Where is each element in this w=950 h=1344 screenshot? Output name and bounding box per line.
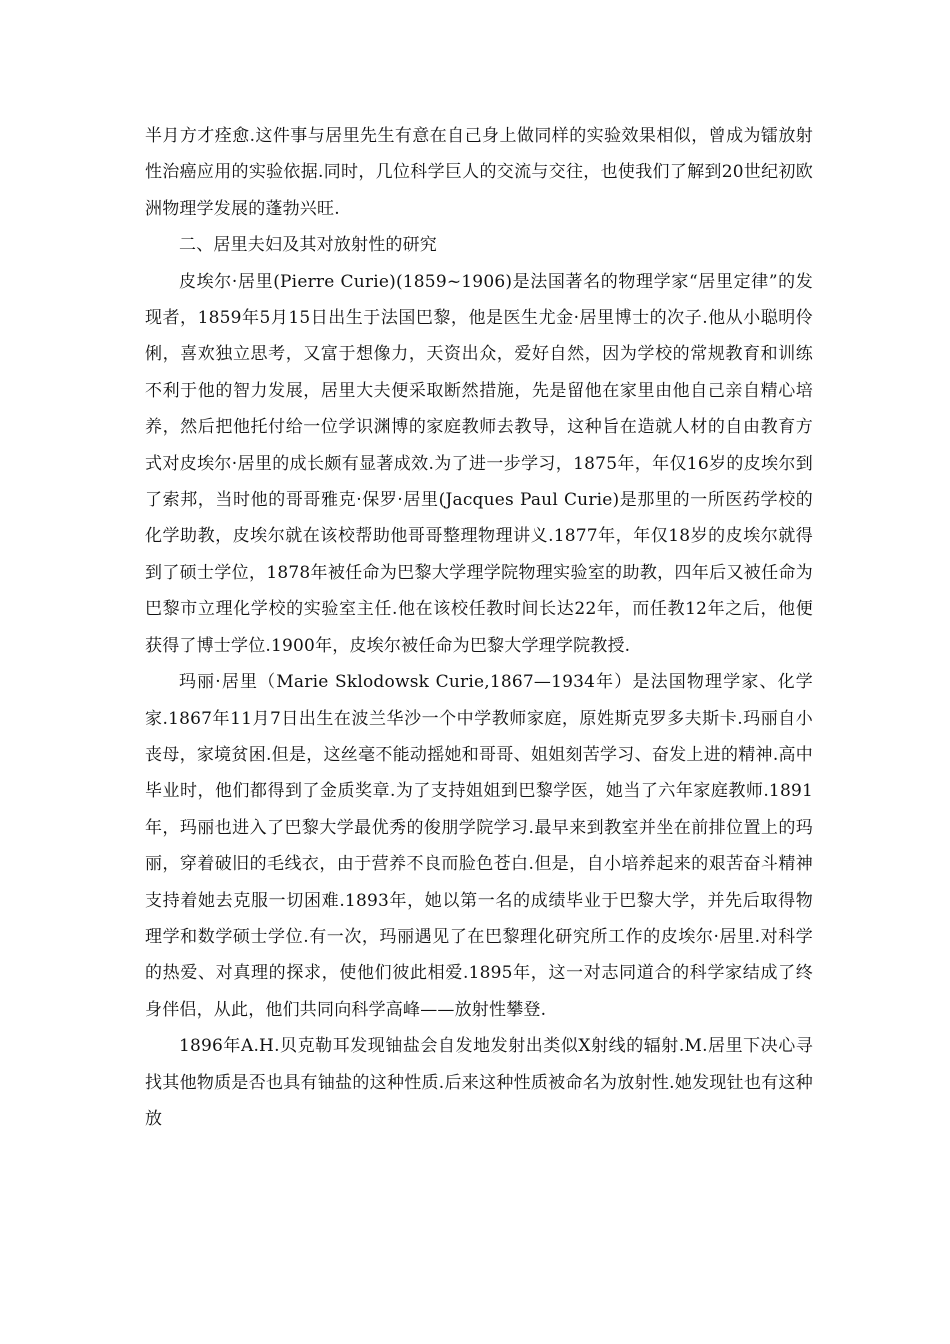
document-body — [145, 118, 813, 1137]
section-heading: 二、居里夫妇及其对放射性的研究 — [179, 235, 437, 256]
paragraph-pierre-curie: 皮埃尔·居里(Pierre Curie)(1859~1906)是法国著名的物理学家“居里定律”的发现者，1859年5月15日出生于法国巴黎，他是医生尤金·居里博士的次子.他从小聪明伶俐，喜欢独立思考，又富于想像力，天资出众，爱好自然，因为学校的常规教育和训练不利于他的智力发展，居里大夫便采取断然措施，先是留他在家里由他自己亲自精心培养，然后把他托付给一位学识渊博的家庭教师去教导，这种旨在造就人材的自由教育方式对皮埃尔·居里的成长颇有显著成效.为了进一步学习，1875年，年仅16岁的皮埃尔到了索邦，当时他的哥哥雅克·保罗·居里(Jacques Paul Curie)是那里的一所医药学校的化学助教，皮埃尔就在该校帮助他哥哥整理物理讲义.1877年，年仅18岁的皮埃尔就得到了硕士学位，1878年被任命为巴黎大学理学院物理实验室的助教，四年后又被任命为巴黎市立理化学校的实验室主任.他在该校任教时间长达22年，而任教12年之后，他便获得了博士学位.1900年，皮埃尔被任命为巴黎大学理学院教授. — [145, 271, 813, 656]
paragraph-marie-curie: 玛丽·居里（Marie Sklodowsk Curie,1867—1934年）是法国物理学家、化学家.1867年11月7日出生在波兰华沙一个中学教师家庭，原姓斯克罗多夫斯卡.玛丽自小丧母，家境贫困.但是，这丝毫不能动摇她和哥哥、姐姐刻苦学习、奋发上进的精神.高中毕业时，他们都得到了金质奖章.为了支持姐姐到巴黎学医，她当了六年家庭教师.1891年，玛丽也进入了巴黎大学最优秀的俊朋学院学习.最早来到教室并坐在前排位置上的玛丽，穿着破旧的毛线衣，由于营养不良而脸色苍白.但是，自小培养起来的艰苦奋斗精神支持着她去克服一切困难.1893年，她以第一名的成绩毕业于巴黎大学，并先后取得物理学和数学硕士学位.有一次，玛丽遇见了在巴黎理化研究所工作的皮埃尔·居里.对科学的热爱、对真理的探求，使他们彼此相爱.1895年，这一对志同道合的科学家结成了终身伴侣，从此，他们共同向科学高峰——放射性攀登. — [145, 672, 813, 1020]
paragraph-radioactivity: 1896年A.H.贝克勒耳发现铀盐会自发地发射出类似X射线的辐射.M.居里下决心寻找其他物质是否也具有铀盐的这种性质.后来这种性质被命名为放射性.她发现钍也有这种放 — [145, 1036, 813, 1129]
paragraph-continuation: 半月方才痊愈.这件事与居里先生有意在自己身上做同样的实验效果相似，曾成为镭放射性治癌应用的实验依据.同时，几位科学巨人的交流与交往，也使我们了解到20世纪初欧洲物理学发展的蓬勃兴旺. — [145, 126, 813, 219]
